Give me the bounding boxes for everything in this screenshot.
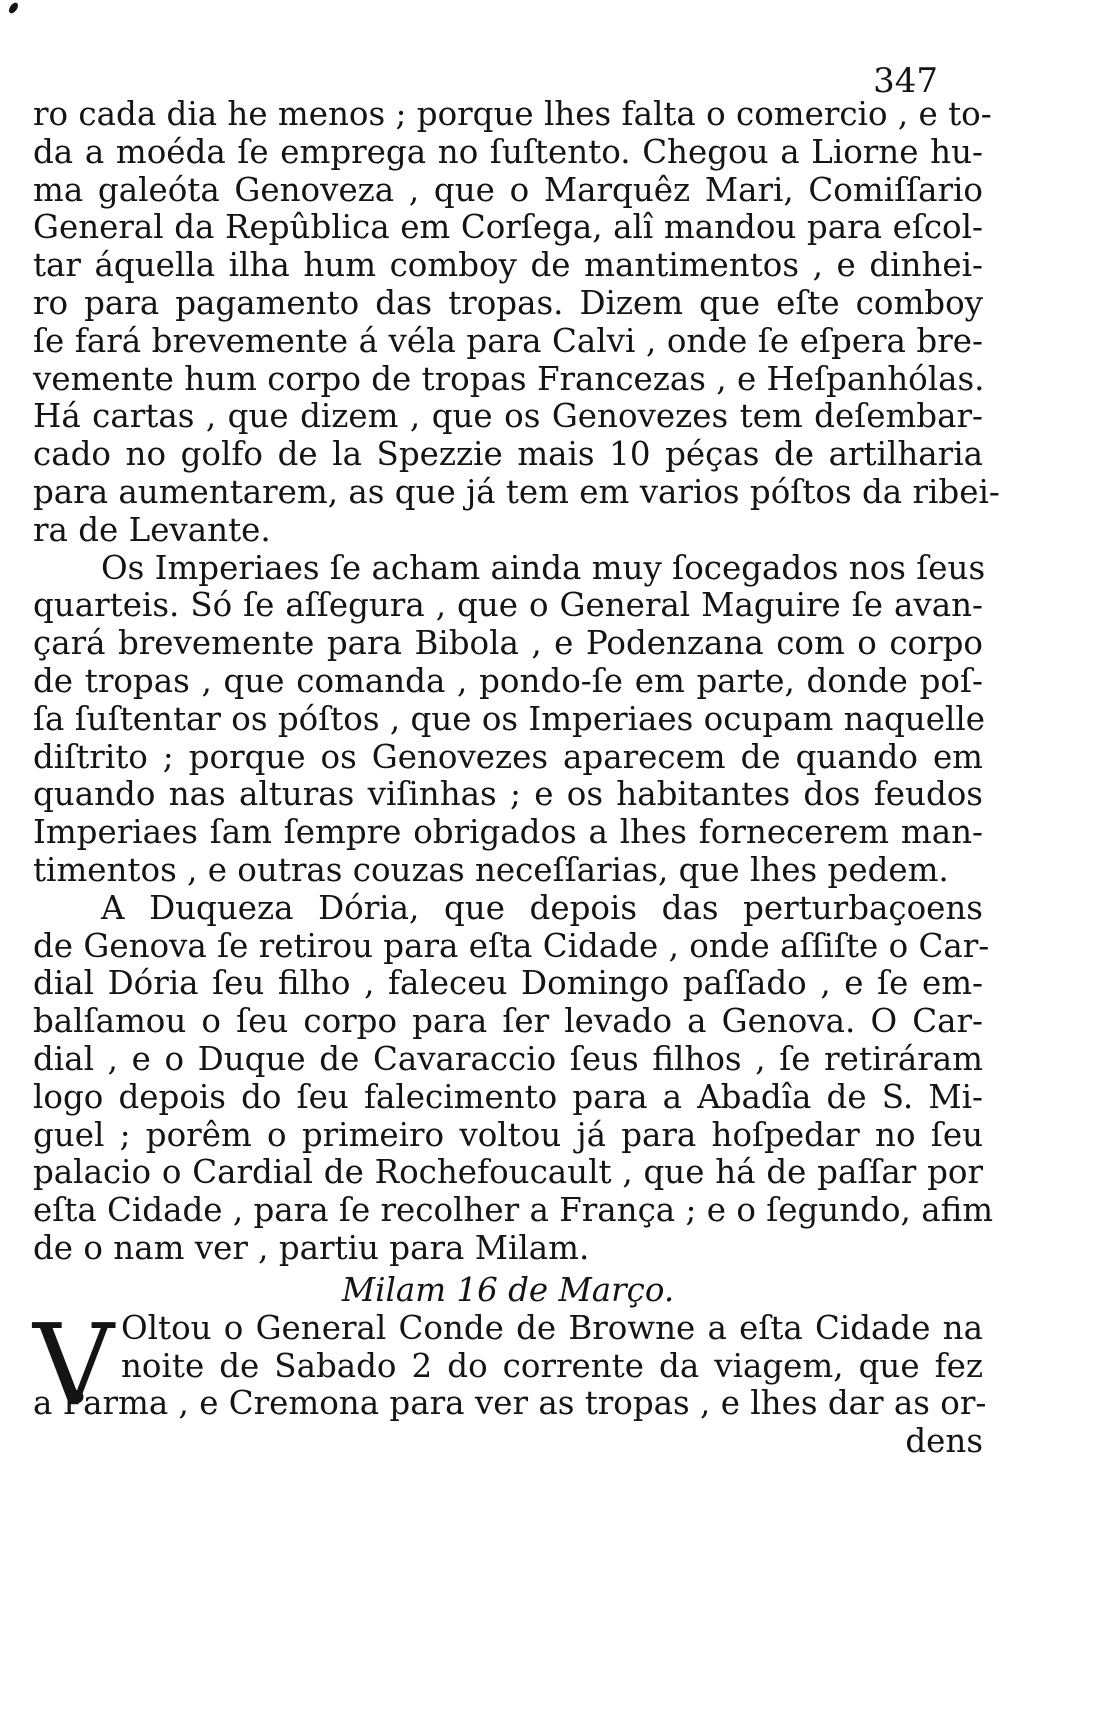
- text-line: ſe fará brevemente á véla para Calvi , onde ſe eſpera bre-: [33, 321, 983, 360]
- text-line: çará brevemente para Bibola , e Podenzana com o corpo: [33, 624, 983, 663]
- text-line: cado no golfo de la Spezzie mais 10 péças de artilharia: [33, 435, 983, 474]
- text-line: quarteis. Só ſe aſſegura , que o General Maguire ſe avan-: [33, 586, 983, 625]
- text-line: balſamou o ſeu corpo para ſer levado a Genova. O Car-: [33, 1002, 983, 1041]
- page-number: 347: [873, 61, 938, 101]
- text-line: General da Repûblica em Corſega, alî mandou para eſcol-: [33, 208, 983, 247]
- text-line: Oltou o General Conde de Browne a eſta Cidade na: [121, 1308, 983, 1347]
- text-line: guel ; porêm o primeiro voltou já para hoſpedar no ſeu: [33, 1115, 983, 1154]
- text-line: para aumentarem, as que já tem em varios póſtos da ribei-: [33, 472, 1000, 511]
- paragraph-3: [33, 888, 994, 1268]
- paragraph-1: [33, 95, 1000, 550]
- text-line: de Genova ſe retirou para eſta Cidade , onde aſſiſte o Car-: [33, 926, 990, 965]
- text-line: ſa ſuſtentar os póſtos , que os Imperiaes ocupam naquelle: [33, 699, 985, 738]
- text-line: quando nas alturas viſinhas ; e os habitantes dos feudos: [33, 775, 983, 814]
- text-line: A Duqueza Dória, que depois das perturbaçoens: [101, 888, 983, 927]
- text-line: da a moéda ſe emprega no ſuſtento. Chegou a Liorne hu-: [33, 132, 983, 171]
- ink-mark: [7, 1, 20, 15]
- text-line: de o nam ver , partiu para Milam.: [33, 1228, 590, 1267]
- text-line: diſtrito ; porque os Genovezes aparecem de quando em: [33, 737, 983, 776]
- text-line: dial , e o Duque de Cavaraccio ſeus filhos , ſe retiráram: [33, 1039, 983, 1078]
- text-line: ma galeóta Genoveza , que o Marquêz Mari, Comiſſario: [33, 170, 983, 209]
- dateline-heading: Milam 16 de Março.: [341, 1270, 675, 1309]
- text-line: tar áquella ilha hum comboy de mantimentos , e dinhei-: [33, 246, 983, 285]
- text-line: logo depois do ſeu falecimento para a Abadîa de S. Mi-: [33, 1077, 983, 1116]
- text-line: ra de Levante.: [33, 510, 271, 549]
- text-line: Há cartas , que dizem , que os Genovezes tem deſembar-: [33, 397, 983, 436]
- text-line: eſta Cidade , para ſe recolher a França ; e o ſegundo, afim: [33, 1191, 994, 1230]
- text-line: ro para pagamento das tropas. Dizem que eſte comboy: [33, 283, 983, 322]
- text-line: noite de Sabado 2 do corrente da viagem, que fez: [121, 1346, 983, 1385]
- text-line: ro cada dia he menos ; porque lhes falta o comercio , e to-: [33, 95, 992, 133]
- catchword: dens: [905, 1422, 983, 1461]
- paragraph-4: [33, 1300, 987, 1461]
- drop-cap: V: [33, 1300, 114, 1431]
- text-line: de tropas , que comanda , pondo-ſe em parte, donde poſ-: [33, 661, 983, 700]
- text-line: vemente hum corpo de tropas Francezas , e Heſpanhólas.: [33, 359, 985, 398]
- text-line: Os Imperiaes ſe acham ainda muy ſocegados nos ſeus: [101, 548, 986, 587]
- body-text: [33, 95, 1000, 1461]
- text-line: palacio o Cardial de Rochefoucault , que há de paſſar por: [33, 1153, 983, 1192]
- text-line: Imperiaes ſam ſempre obrigados a lhes fornecerem man-: [33, 813, 983, 852]
- text-line: timentos , e outras couzas neceſſarias, que lhes pedem.: [33, 850, 949, 889]
- text-line: a Parma , e Cremona para ver as tropas , e lhes dar as or-: [33, 1384, 987, 1423]
- paragraph-2: [33, 548, 986, 890]
- text-line: dial Dória ſeu filho , faleceu Domingo paſſado , e ſe em-: [33, 964, 983, 1003]
